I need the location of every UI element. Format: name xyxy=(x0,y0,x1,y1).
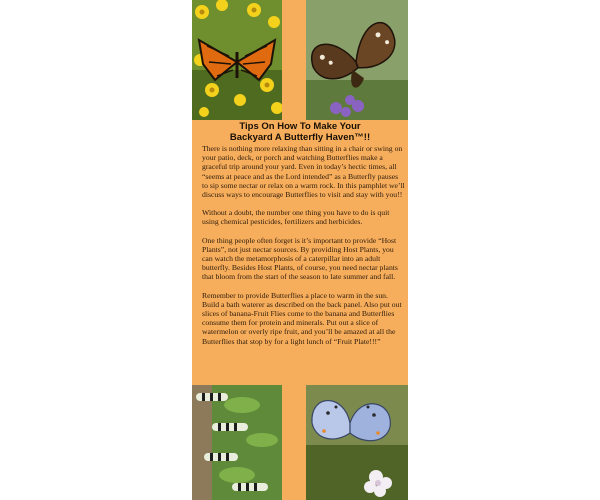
pamphlet-panel xyxy=(192,0,408,500)
title-line-1: Tips On How To Make Your xyxy=(239,121,361,132)
title-line-2: Backyard A Butterfly Haven™!! xyxy=(229,132,371,143)
paragraph-chemicals: Without a doubt, the number one thing you have to do is quit using chemical pesticides, fertilizers and herbicides. xyxy=(202,208,390,227)
paragraph-warm-sun: Remember to provide Butterflies a place to warm in the sun. Build a bath waterer as described on the back panel. Also put out slices of banana-Fruit Flies come to the banana and Butterflies consume them for protein and minerals. Put out a slice of watermelon or overly ripe fruit, and you’ll be amazed at all the Butterflies that stop by for a light lunch of “Fruit Plate!!!” xyxy=(202,290,402,346)
page-title xyxy=(192,121,408,143)
painted-lady-butterfly-photo xyxy=(306,0,408,120)
swallowtail-caterpillars-photo xyxy=(192,385,282,500)
monarch-butterfly-photo xyxy=(192,0,282,120)
body-text xyxy=(202,144,406,355)
paragraph-host-plants: One thing people often forget is it’s important to provide “Host Plants”, not just nectar sources. By providing Host Plants, you can watch the metamorphosis of a caterpillar into an adult butterfly. Besides Host Plants, of course, you need nectar plants that bloom from the start of the season to late summer and fall. xyxy=(202,235,398,282)
paragraph-intro: There is nothing more relaxing than sitting in a chair or swing on your patio, deck, or porch and watching Butterflies make a graceful trip around your yard. Even in today’s hectic times, all “seems at peace and as the Lord intended” as a Butterfly pauses to sip some nectar or relax on a warm rock. In this pamphlet we’ll discuss ways to encourage Butterflies to visit and stay with you!! xyxy=(202,144,405,200)
blue-butterfly-photo xyxy=(306,385,408,500)
